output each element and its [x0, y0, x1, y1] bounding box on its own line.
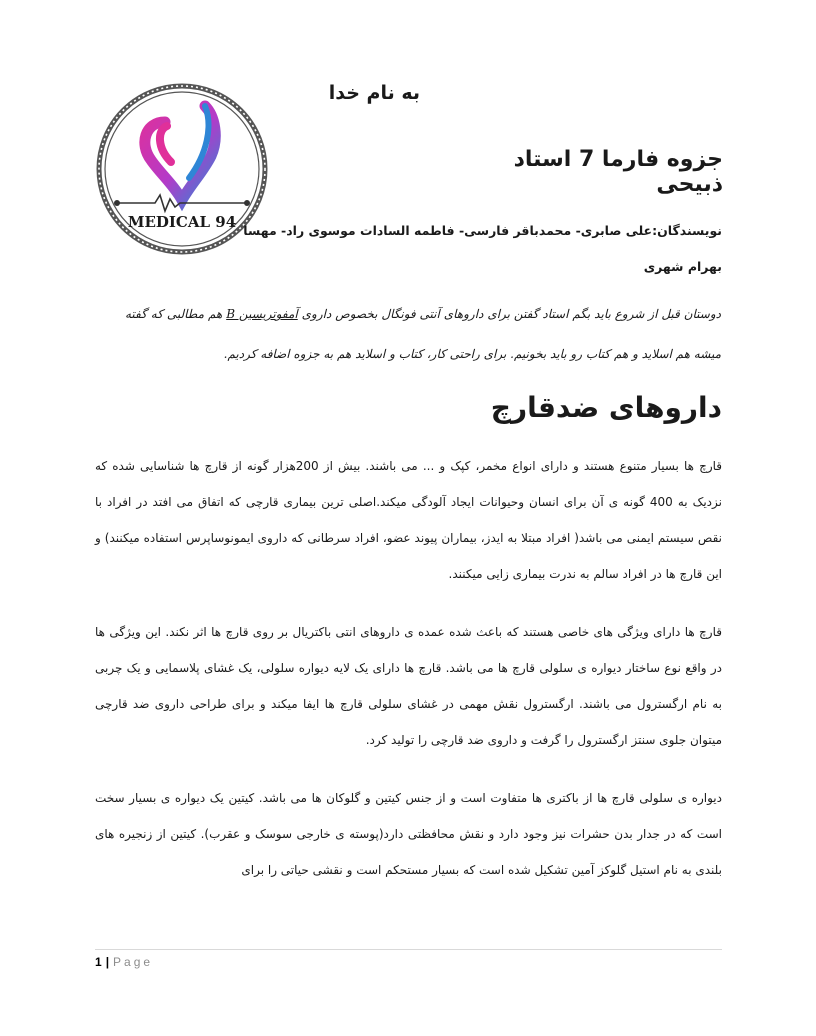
paragraph: قارچ ها دارای ویژگی های خاصی هستند که باعث شده عمده ی داروهای انتی باکتریال بر روی قارچ ها اثر نکند. این ویژگی ها در واقع نوع ساختار دیواره ی سلولی قارچ ها می باشد. قارچ ها دارای یک لایه دیواره سلولی، یک غشای پلاسمایی و یک چربی به نام ارگسترول می باشند. ارگسترول نقش مهمی در غشای سلولی قارچ ها ایفا میکند و برای طراحی داروی ضد قارچی میتوان جلوی سنتز ارگسترول را گرفت و داروی ضد قارچی را تولید کرد.: [95, 625, 722, 747]
page-label: Page: [113, 955, 154, 969]
handnote-part-1: دوستان قبل از شروع باید بگم استاد گفتن برای داروهای آنتی فونگال بخصوص داروی: [301, 307, 721, 321]
paragraph: قارچ ها بسیار متنوع هستند و دارای انواع مخمر، کپک و ... می باشند. بیش از 200هزار گونه از قارچ ها شناسایی شده که نزدیک به 400 گونه ی آن برای انسان وحیوانات ایجاد آلودگی میکند.اصلی ترین بیماری قارچی که اتفاق می افتد در افراد با نقص سیستم ایمنی می باشد( افراد مبتلا به ایدز، بیماران پیوند عضو، افراد سرطانی که داروی ایمونوساپرس استفاده میکنند) و این قارچ ها در افراد سالم به ندرت بیماری زایی میکنند.: [95, 459, 723, 581]
authors-line-1: نویسندگان:علی صابری- محمدباقر فارسی- فاطمه السادات موسوی راد- مهسا: [243, 223, 722, 238]
bismillah-heading: به نام خدا: [328, 82, 420, 104]
heartbeat-dot-left: [114, 200, 120, 206]
page-footer: [95, 955, 153, 969]
authors-block: [243, 213, 722, 285]
page-number: 1: [95, 955, 102, 969]
handwritten-note: [125, 294, 721, 374]
authors-line-2: بهرام شهری: [643, 259, 722, 274]
logo-text: MEDICAL 94: [127, 213, 237, 231]
footer-separator: |: [105, 955, 110, 969]
document-title: جزوه فارما 7 استاد ذبیحی: [513, 147, 723, 197]
section-heading: داروهای ضدقارچ: [490, 391, 722, 424]
footer-divider: [95, 949, 722, 950]
handnote-underlined: آمفوتریسین B: [226, 307, 298, 321]
heartbeat-dot-right: [244, 200, 250, 206]
paragraph: دیواره ی سلولی قارچ ها از باکتری ها متفاوت است و از جنس کیتین و گلوکان ها می باشد. کیتین یک دیواره ی بسیار سخت است که در جدار بدن حشرات نیز وجود دارد و نقش محافظتی دارد(پوسته ی خارجی سوسک و عقرب). کیتین از زنجیره های بلندی به نام استیل گلوکز آمین تشکیل شده است که بسیار مستحکم است و نقشی حیاتی را برای: [95, 791, 722, 877]
handnote-part-2: هم مطالبی که گفته میشه هم اسلاید و هم کتاب رو باید بخونیم. برای راحتی کار، کتاب و اسلاید هم به جزوه اضافه کردیم.: [125, 307, 721, 361]
